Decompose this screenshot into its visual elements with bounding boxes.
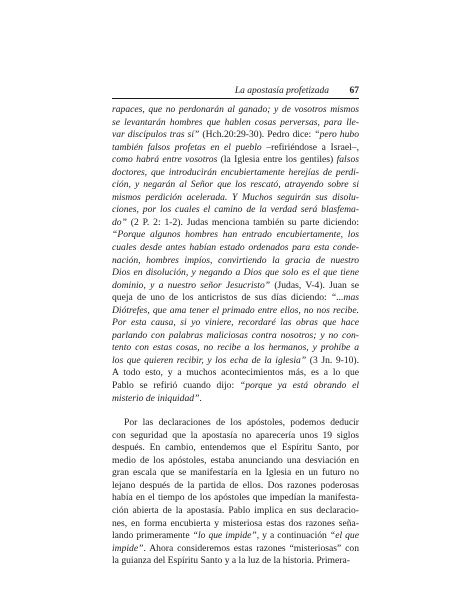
text-line [112, 367, 359, 380]
text-line [112, 355, 359, 368]
text-line [112, 455, 359, 468]
text-line [112, 280, 359, 293]
page-number: 67 [349, 86, 359, 96]
text-line [112, 255, 359, 268]
text-line [112, 430, 359, 443]
text-segment: gran escala que se manifestaría en la Iglesia en un futuro no [112, 467, 359, 479]
text-segment: Por las declaraciones de los apóstoles, podemos deducir [124, 417, 359, 429]
text-segment: (2 P. 2: 1-2). Judas menciona también su parte diciendo: [126, 216, 359, 228]
text-line [112, 242, 359, 255]
italic-quote-segment: Diótrefes, que ama tener el primado entre ellos, no nos recibe. [112, 304, 359, 316]
text-segment: medio de los apóstoles, estaba anunciando una desviación en [112, 454, 359, 466]
text-line [112, 342, 359, 355]
text-segment: (la Iglesia entre los gentiles) [220, 154, 337, 166]
text-line [112, 117, 359, 130]
italic-quote-segment: Dios en disolución, y negando a Dios que solo es el que tiene [112, 267, 359, 279]
text-line [112, 330, 359, 343]
text-line [112, 204, 359, 217]
text-segment: queja de uno de los anticristos de sus días diciendo: [112, 292, 331, 304]
text-line [112, 192, 359, 205]
body-text [112, 104, 359, 568]
italic-quote-segment: tento con estas cosas, no recibe a los hermanos, y prohíbe a [112, 342, 359, 354]
text-segment: nes, en forma encubierta y misteriosa estas dos razones seña- [112, 517, 359, 529]
italic-quote-segment: los que quieren recibir, y los echa de la iglesia” [112, 354, 307, 366]
italic-quote-segment: “lo que impide” [192, 530, 257, 542]
text-segment: (Hch.20:29-30). Pedro dice: [199, 129, 315, 141]
paragraph [112, 417, 359, 568]
text-line [112, 142, 359, 155]
text-segment: (Judas, V-4). Juan se [270, 279, 359, 291]
text-line [112, 505, 359, 518]
text-line [112, 393, 359, 406]
italic-quote-segment: falsos [336, 154, 359, 166]
paragraph-gap [112, 405, 359, 417]
text-segment: . Ahora consideremos estas razones “misteriosas” con [143, 542, 359, 554]
italic-quote-segment: mismos perdición acelerada. Y Muchos seguirán sus disolu- [112, 191, 359, 203]
italic-quote-segment: do” [112, 216, 127, 228]
text-segment: ción abierta de la apostasía. Pablo implica en sus declaracio- [112, 504, 359, 516]
text-line [112, 492, 359, 505]
text-line [112, 167, 359, 180]
italic-quote-segment: “pero hubo [314, 129, 359, 141]
italic-quote-segment: ción, y negarán al Señor que los rescató, atrayendo sobre sí [112, 179, 359, 191]
italic-quote-segment: cuales desde antes habían estado ordenados para esta conde- [112, 242, 359, 254]
italic-quote-segment: se levantarán hombres que hablen cosas perversas, para lle- [112, 116, 359, 128]
italic-quote-segment: como habrá entre vosotros [112, 154, 221, 166]
text-line [112, 518, 359, 531]
text-line [112, 217, 359, 230]
text-line [112, 267, 359, 280]
italic-quote-segment: rapaces, que no perdonarán al ganado; y de vosotros mismos [112, 104, 359, 115]
text-line [112, 543, 359, 556]
italic-quote-segment: “porque ya está obrando el [239, 380, 359, 392]
italic-quote-segment: Por esta causa, si yo viniere, recordaré las obras que hace [112, 317, 359, 329]
italic-quote-segment: también falsos profetas en el pueblo [112, 141, 267, 153]
running-title: La apostasía profetizada [234, 86, 329, 96]
text-line [112, 229, 359, 242]
text-segment: lando primeramente [112, 530, 193, 542]
italic-quote-segment: ciones, por los cuales el camino de la verdad será blasfema- [112, 204, 359, 216]
italic-quote-segment: “el que [329, 530, 359, 542]
text-segment: , y a continuación [256, 530, 330, 542]
text-line [112, 154, 359, 167]
text-line [112, 442, 359, 455]
text-segment: (3 Jn. 9-10). [306, 354, 359, 366]
text-line [112, 104, 359, 117]
running-header [112, 84, 359, 99]
italic-quote-segment: parlando con palabras maliciosas contra nosotros; y no con- [112, 329, 359, 341]
text-segment: A todo esto, y a muchos acontecimientos más, es a lo que [112, 367, 359, 379]
text-segment: con seguridad que la apostasía no aparecería unos 19 siglos [112, 429, 359, 441]
italic-quote-segment: “...mas [331, 292, 359, 304]
text-line [112, 305, 359, 318]
italic-quote-segment: misterio de iniquidad” [112, 392, 200, 404]
text-segment: después. En cambio, entendemos que el Espíritu Santo, por [112, 442, 359, 454]
text-segment: lejano después de la partida de ellos. Dos razones poderosas [112, 479, 359, 491]
text-line [112, 129, 359, 142]
text-line [112, 467, 359, 480]
italic-quote-segment: nación, hombres impíos, convirtiendo la gracia de nuestro [112, 254, 359, 266]
text-line [112, 317, 359, 330]
text-segment: había en el tiempo de los apóstoles que impedían la manifesta- [112, 492, 359, 504]
text-segment: la guianza del Espíritu Santo y a la luz de la historia. Primera- [112, 555, 350, 567]
paragraph [112, 104, 359, 405]
text-line [112, 417, 359, 430]
italic-quote-segment: doctores, que introducirán encubiertamente herejías de perdi- [112, 166, 359, 178]
text-segment: . [199, 392, 202, 404]
text-line [112, 179, 359, 192]
text-line [112, 530, 359, 543]
text-line [112, 292, 359, 305]
text-line [112, 555, 359, 568]
italic-quote-segment: dominio, y a nuestro señor Jesucristo” [112, 279, 271, 291]
text-line [112, 480, 359, 493]
text-line [112, 380, 359, 393]
italic-quote-segment: impide” [112, 542, 144, 554]
italic-quote-segment: “Porque algunos hombres han entrado encubiertamente, los [112, 229, 359, 241]
italic-quote-segment: var discípulos tras sí” [112, 129, 200, 141]
text-segment: –refiriéndose a Israel–, [266, 141, 359, 153]
text-segment: Pablo se refirió cuando dijo: [112, 380, 240, 392]
